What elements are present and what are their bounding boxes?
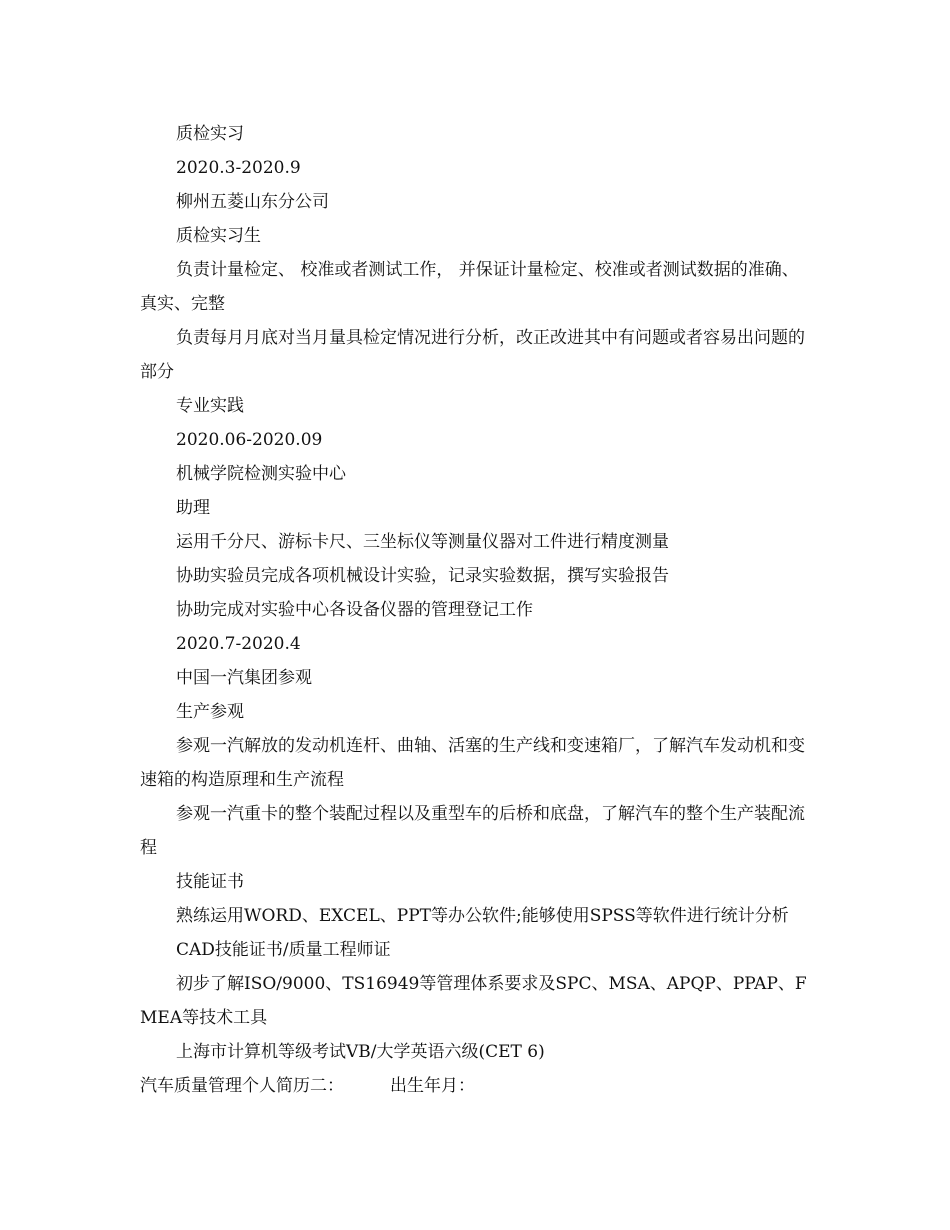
section-title-practice: 专业实践 — [176, 396, 244, 416]
resume-two-label: 汽车质量管理个人简历二： — [140, 1076, 344, 1096]
duty-item: 运用千分尺、游标卡尺、三坐标仪等测量仪器对工件进行精度测量 — [176, 532, 669, 552]
organization-name: 中国一汽集团参观 — [176, 668, 312, 688]
date-range: 2020.3-2020.9 — [176, 158, 301, 178]
resume-footer-line — [140, 1069, 812, 1103]
resume-body — [140, 117, 812, 1103]
duty-item: 协助实验员完成各项机械设计实验，记录实验数据，撰写实验报告 — [176, 566, 669, 586]
activity-title: 生产参观 — [176, 702, 244, 722]
duty-item: 负责每月月底对当月量具检定情况进行分析，改正改进其中有问题或者容易出问题的部分 — [140, 328, 805, 382]
duty-item: 协助完成对实验中心各设备仪器的管理登记工作 — [176, 600, 533, 620]
skill-item: CAD技能证书/质量工程师证 — [176, 940, 391, 960]
section-title-qc-internship: 质检实习 — [176, 124, 244, 144]
organization-name: 机械学院检测实验中心 — [176, 464, 346, 484]
job-title: 助理 — [176, 498, 210, 518]
duty-item: 参观一汽解放的发动机连杆、曲轴、活塞的生产线和变速箱厂，了解汽车发动机和变速箱的构造原理和生产流程 — [140, 736, 805, 790]
skill-item: 初步了解ISO/9000、TS16949等管理体系要求及SPC、MSA、APQP、PPAP、FMEA等技术工具 — [140, 974, 807, 1028]
date-range: 2020.06-2020.09 — [176, 430, 323, 450]
date-range: 2020.7-2020.4 — [176, 634, 301, 654]
birth-date-field: 出生年月： — [390, 1076, 475, 1096]
job-title: 质检实习生 — [176, 226, 261, 246]
section-title-skills: 技能证书 — [176, 872, 244, 892]
company-name: 柳州五菱山东分公司 — [176, 192, 329, 212]
duty-item: 参观一汽重卡的整个装配过程以及重型车的后桥和底盘，了解汽车的整个生产装配流程 — [140, 804, 805, 858]
duty-item: 负责计量检定、 校准或者测试工作， 并保证计量检定、校准或者测试数据的准确、真实、完整 — [140, 260, 799, 314]
skill-item: 熟练运用WORD、EXCEL、PPT等办公软件;能够使用SPSS等软件进行统计分析 — [176, 906, 789, 926]
skill-item: 上海市计算机等级考试VB/大学英语六级(CET 6) — [176, 1042, 545, 1062]
